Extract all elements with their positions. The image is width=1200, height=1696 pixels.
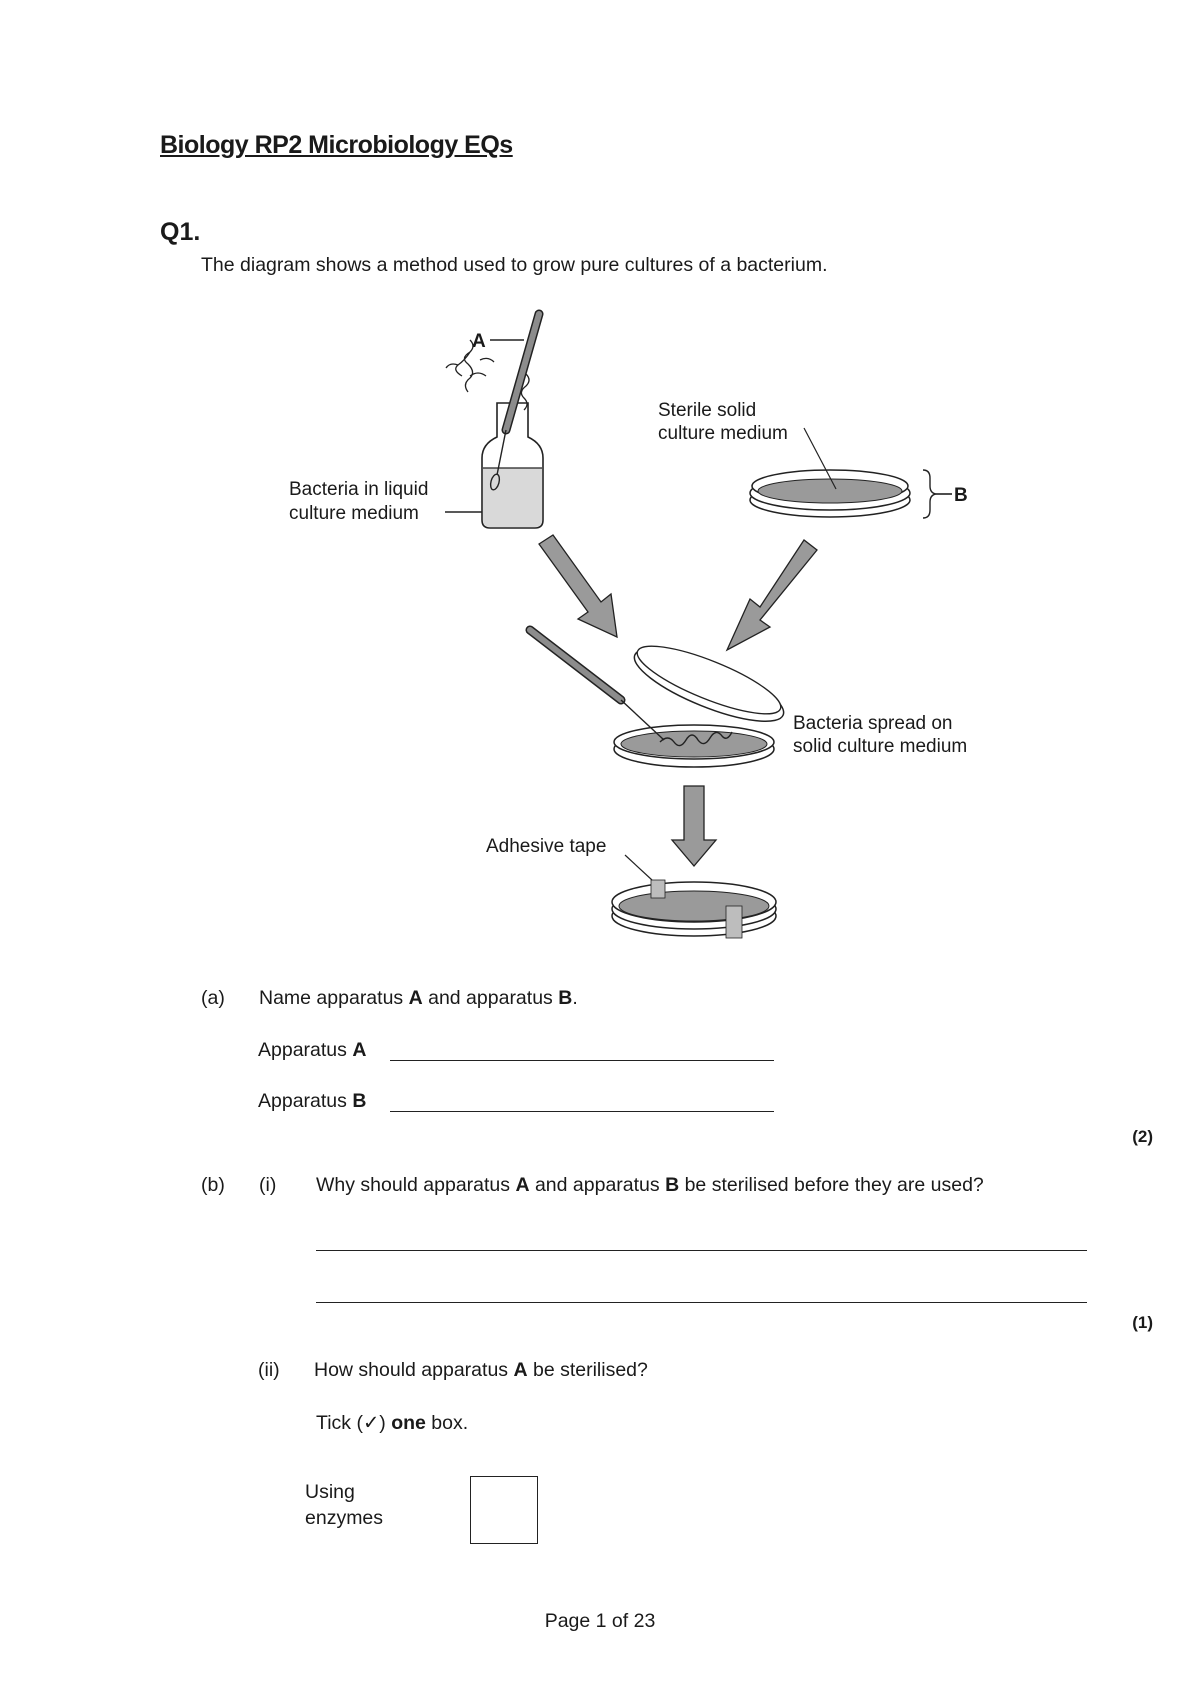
part-b-ii-label: (ii) [258,1359,280,1381]
part-a-marks: (2) [1132,1127,1153,1146]
part-b-i-question: Why should apparatus A and apparatus B be sterilised before they are used? [316,1174,984,1196]
label-tape: Adhesive tape [486,836,607,857]
answer-b-i-line-2[interactable] [316,1302,1087,1303]
answer-a-line[interactable] [390,1060,774,1061]
question-intro: The diagram shows a method used to grow pure cultures of a bacterium. [201,254,828,276]
question-number: Q1. [160,218,201,246]
part-b-i-label: (i) [259,1174,277,1196]
tick-mark-icon: ✓ [362,1412,380,1434]
option-1-label-line2: enzymes [305,1507,384,1529]
part-a-label: (a) [201,987,225,1009]
arrow-right-down [727,540,817,650]
cotton-plug [446,340,494,392]
answer-b-i-line-1[interactable] [316,1250,1087,1251]
page-number: Page 1 of 23 [544,1610,656,1632]
page-title: Biology RP2 Microbiology EQs [160,131,513,159]
label-sterile-line2: culture medium [658,423,788,444]
part-b-ii-question: How should apparatus A be sterilised? [314,1359,648,1381]
tick-instruction: Tick (✓) one box. [316,1412,469,1434]
label-spread-line2: solid culture medium [793,736,968,757]
answer-a-label: Apparatus A [258,1039,367,1061]
arrow-down [672,786,716,866]
label-a: A [472,331,486,352]
option-1-label-line1: Using [305,1481,355,1503]
answer-b-label: Apparatus B [258,1090,367,1112]
petri-dish-spread [614,634,791,767]
label-sterile-line1: Sterile solid [658,400,757,421]
label-liquid-line2: culture medium [289,503,419,524]
answer-b-line[interactable] [390,1111,774,1112]
arrow-left-down [539,535,617,637]
option-1-checkbox[interactable] [470,1476,538,1544]
part-a-question: Name apparatus A and apparatus B. [259,987,578,1009]
part-b-label: (b) [201,1174,225,1196]
label-liquid-line1: Bacteria in liquid [289,479,429,500]
part-b-i-marks: (1) [1132,1313,1153,1332]
petri-dish-taped [612,880,776,938]
label-spread-line1: Bacteria spread on [793,713,953,734]
label-b: B [954,485,968,506]
